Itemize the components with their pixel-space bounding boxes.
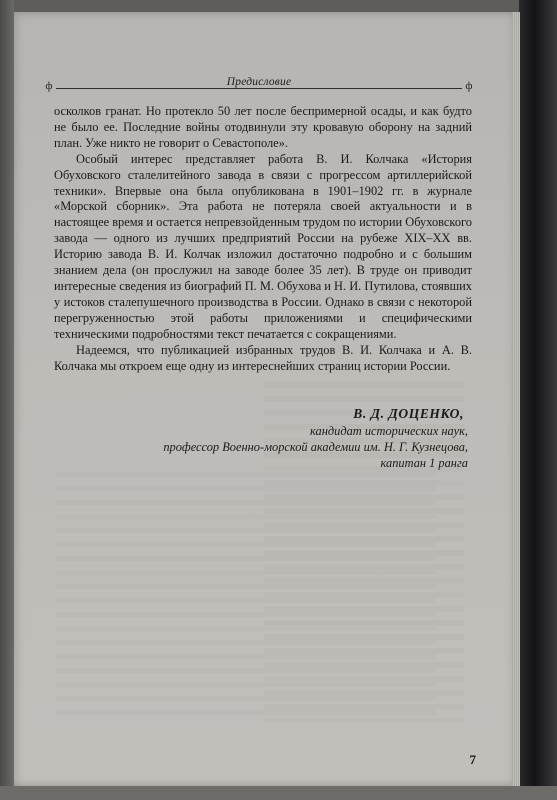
author-degree: кандидат исторических наук, [310,424,468,438]
show-through-text [56,472,436,722]
background-bottom [0,786,557,800]
paragraph: Надеемся, что публикацией избранных трудов В. И. Колчака и А. В. Колчака мы откроем еще одну из интереснейших страниц истории России. [54,342,472,373]
paragraph: Особый интерес представляет работа В. И. Колчака «История Обуховского сталелитейного завода в связи с прогрессом артиллерийской техники». Впервые она была опубликована в 1901–1902 гг. в журнале «Морской сборник». Эта работа не потеряла своей актуальности и в настоящее время и остается непревзойденным трудом по истории Обуховского завода — одного из лучших предприятий России на рубеже XIX–XX вв. Историю завода В. И. Колчак изложил достаточно подробно и с большим знанием дела (он прослужил на заводе более 35 лет). В труде он приводит интересные сведения из биографий П. М. Обухова и Н. И. Путилова, стоявших у истоков сталепушечного производства в России. Однако в связи с некоторой перегруженностью этой работы приложениями и специфическими техническими подробностями текст печатается с сокращениями. [54,151,472,341]
author-rank: капитан 1 ранга [380,456,468,471]
signature-block [54,405,468,472]
running-header [44,72,474,92]
book-cover-edge [519,0,557,800]
author-position: профессор Военно-морской академии им. Н. Г. Кузнецова, [163,440,468,455]
book-page [14,12,520,786]
author-name: В. Д. ДОЦЕНКО, [353,406,464,421]
background-left [0,0,14,800]
header-rule [56,88,462,89]
ornament-icon: ф [45,80,53,92]
running-title: Предисловие [226,76,292,88]
body-text [54,104,472,374]
page-edges [512,12,520,786]
paragraph: осколков гранат. Но протекло 50 лет после беспримерной осады, и как будто не было ее. Последние войны отодвинули эту кровавую оборону на задний план. Уже никто не говорит о Севастополе». [54,104,472,150]
page-number: 7 [469,752,476,767]
ornament-icon: ф [465,80,473,92]
